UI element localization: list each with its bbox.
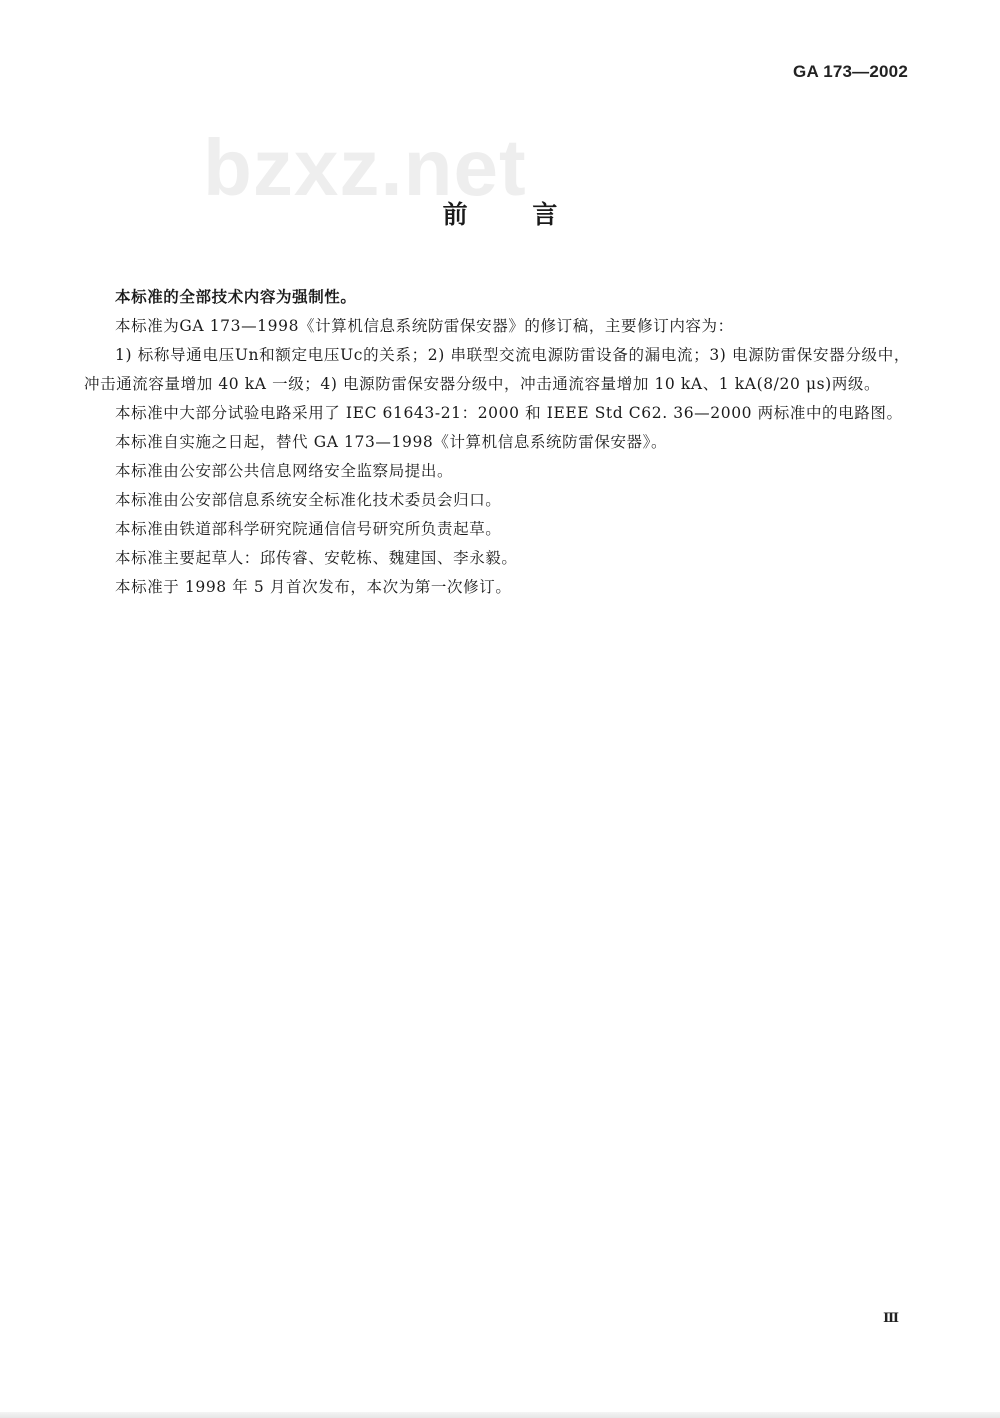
page-edge <box>0 1412 1000 1418</box>
paragraph: 本标准自实施之日起，替代 GA 173—1998《计算机信息系统防雷保安器》。 <box>115 433 668 451</box>
foreword-body <box>84 283 910 602</box>
paragraph: 本标准主要起草人：邱传睿、安乾栋、魏建国、李永毅。 <box>115 549 518 567</box>
page-number: Ⅲ <box>883 1311 899 1326</box>
paragraph: 1) 标称导通电压Un和额定电压Uc的关系；2) 串联型交流电源防雷设备的漏电流；3) 电源防雷保安器分级中，冲击通流容量增加 40 kA 一级；4) 电源防雷保安器分级中，冲击通流容量增加 10 kA、1 kA(8/20 μs)两级。 <box>84 346 910 393</box>
paragraph: 本标准的全部技术内容为强制性。 <box>115 288 357 306</box>
paragraph: 本标准由公安部公共信息网络安全监察局提出。 <box>115 462 454 480</box>
paragraph: 本标准于 1998 年 5 月首次发布，本次为第一次修订。 <box>115 578 512 596</box>
paragraph: 本标准为GA 173—1998《计算机信息系统防雷保安器》的修订稿，主要修订内容为： <box>115 317 734 335</box>
paragraph: 本标准由公安部信息系统安全标准化技术委员会归口。 <box>115 491 502 509</box>
page-title: 前 言 <box>442 200 586 229</box>
document-code: GA 173—2002 <box>793 62 908 81</box>
paragraph: 本标准中大部分试验电路采用了 IEC 61643-21：2000 和 IEEE Std C62. 36—2000 两标准中的电路图。 <box>115 404 903 422</box>
paragraph: 本标准由铁道部科学研究院通信信号研究所负责起草。 <box>115 520 502 538</box>
watermark: bzxz.net <box>203 123 527 212</box>
